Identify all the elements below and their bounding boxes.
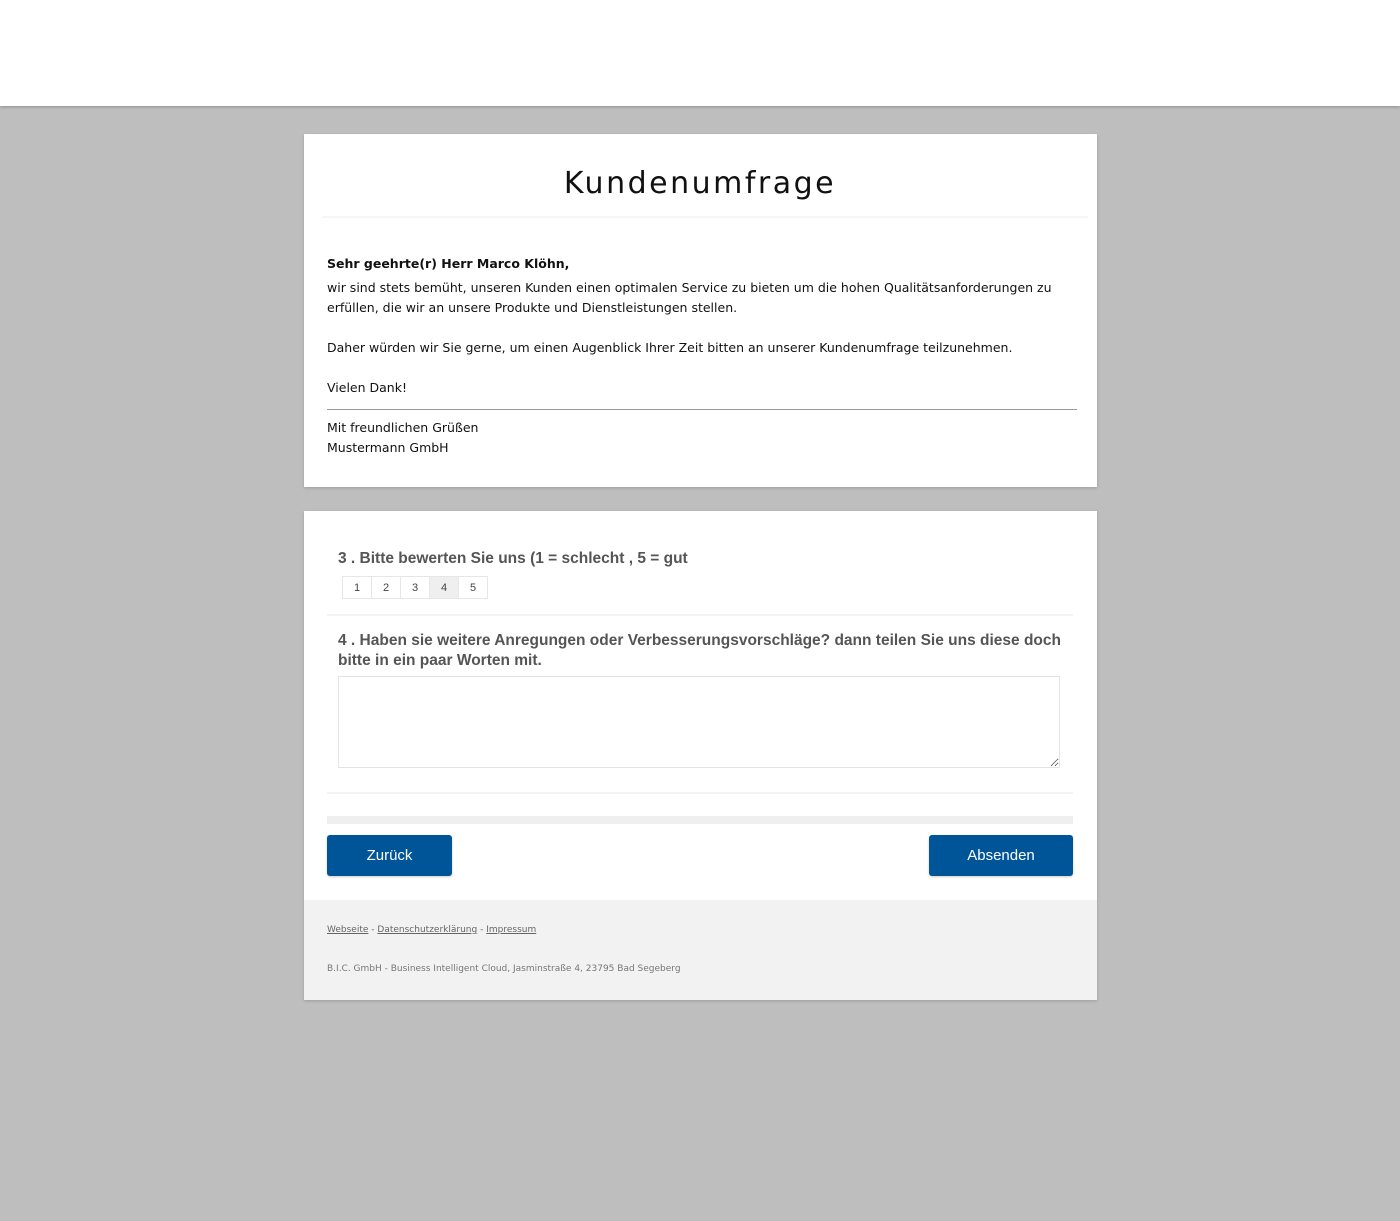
company-name: Mustermann GmbH: [327, 440, 449, 455]
rating-option-2[interactable]: 2: [371, 576, 401, 599]
privacy-link[interactable]: Datenschutzerklärung: [377, 925, 478, 935]
question-divider: [327, 614, 1073, 616]
question-divider: [327, 792, 1073, 794]
question-3-label: 3 . Bitte bewerten Sie uns (1 = schlecht , 5 = gut: [338, 550, 688, 567]
footer: [304, 900, 1097, 1000]
greeting: Sehr geehrte(r) Herr Marco Klöhn,: [327, 256, 570, 271]
thanks-text: Vielen Dank!: [327, 380, 407, 395]
invitation-paragraph: Daher würden wir Sie gerne, um einen Augenblick Ihrer Zeit bitten an unserer Kundenumfrage teilzunehmen.: [327, 340, 1013, 355]
link-separator: -: [368, 925, 378, 935]
letter-text: [327, 254, 1077, 458]
company-address: B.I.C. GmbH - Business Intelligent Cloud, Jasminstraße 4, 23795 Bad Segeberg: [327, 964, 681, 974]
title-divider: [322, 216, 1088, 218]
rating-option-3[interactable]: 3: [400, 576, 430, 599]
imprint-link[interactable]: Impressum: [486, 925, 537, 935]
top-bar: [0, 0, 1400, 106]
progress-bar: [327, 816, 1073, 824]
rating-scale: [343, 576, 488, 599]
back-button[interactable]: Zurück: [327, 835, 452, 876]
rating-option-1[interactable]: 1: [342, 576, 372, 599]
suggestions-textarea[interactable]: [338, 676, 1060, 768]
letter-divider: [327, 409, 1077, 410]
page-title: Kundenumfrage: [563, 166, 837, 201]
rating-option-4[interactable]: 4: [429, 576, 459, 599]
website-link[interactable]: Webseite: [327, 925, 369, 935]
rating-option-5[interactable]: 5: [458, 576, 488, 599]
footer-links: [327, 925, 536, 935]
submit-button[interactable]: Absenden: [929, 835, 1073, 876]
question-4-label: 4 . Haben sie weitere Anregungen oder Verbesserungsvorschläge? dann teilen Sie uns diese doch bitte in ein paar Worten mit.: [338, 632, 1061, 669]
link-separator: -: [477, 925, 487, 935]
intro-paragraph: wir sind stets bemüht, unseren Kunden einen optimalen Service zu bieten um die hohen Qualitätsanforderungen zu erfüllen, die wir an unsere Produkte und Dienstleistungen stellen.: [327, 280, 1052, 315]
closing-text: Mit freundlichen Grüßen: [327, 420, 479, 435]
